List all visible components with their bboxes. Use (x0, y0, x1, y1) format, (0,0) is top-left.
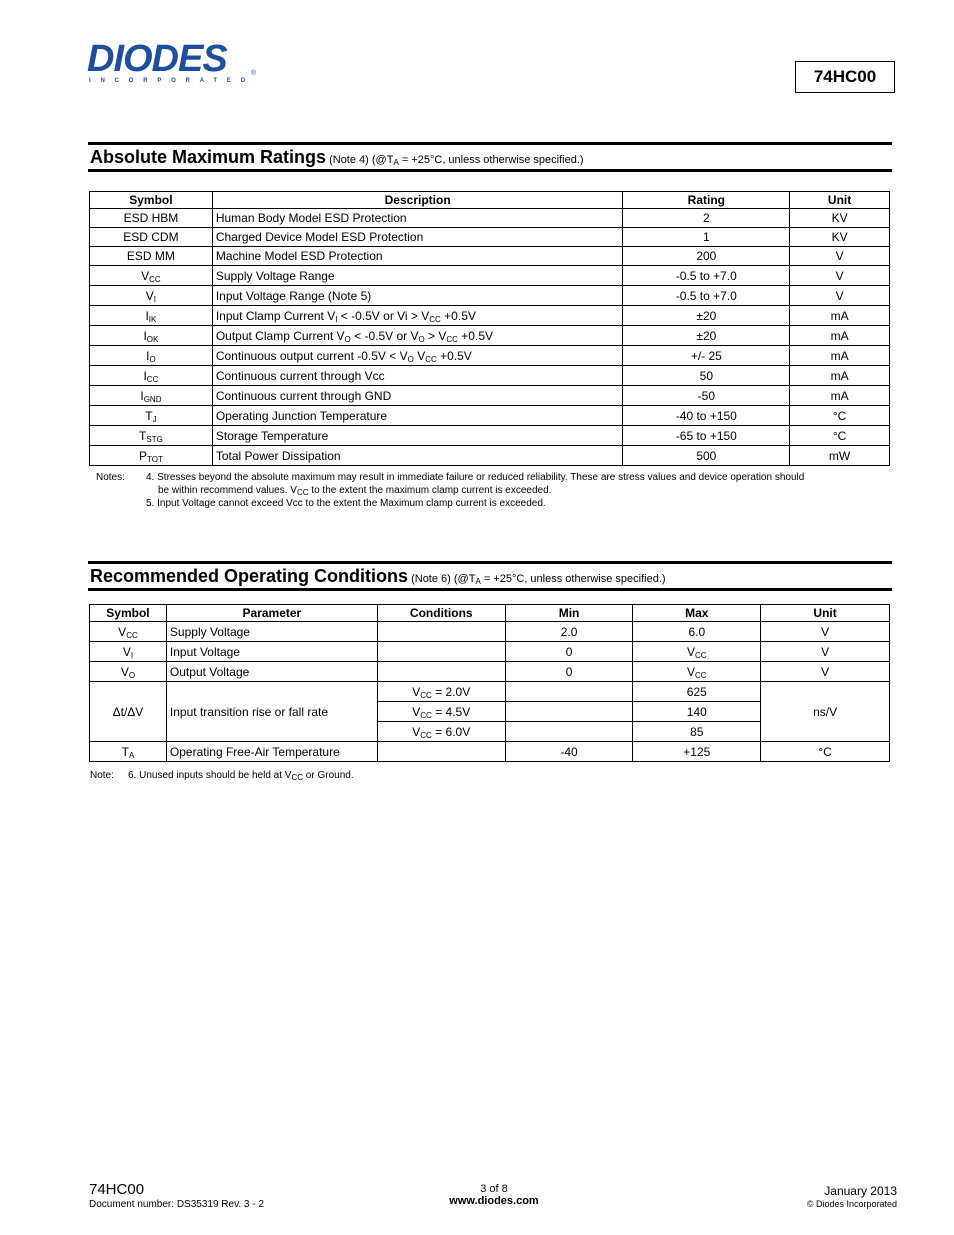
amr-unit: mA (790, 346, 890, 366)
amr-symbol: $I_{CC}$ (90, 366, 213, 386)
amr-col-unit: Unit (790, 192, 890, 209)
diodes-logo (87, 38, 257, 88)
roc-conditions (377, 642, 505, 662)
roc-col-unit: Unit (761, 605, 890, 622)
amr-unit: V (790, 247, 890, 266)
roc-unit: ns/V (761, 682, 890, 742)
table-row (90, 742, 890, 762)
roc-min (505, 722, 633, 742)
logo-registered-mark: ® (251, 70, 257, 77)
amr-table (89, 191, 890, 466)
amr-rating: -0.5 to +7.0 (623, 286, 790, 306)
amr-symbol: $V_I$ (90, 286, 213, 306)
table-row (90, 326, 890, 346)
amr-rating: -65 to +150 (623, 426, 790, 446)
roc-max: +125 (633, 742, 761, 762)
amr-unit: V (790, 266, 890, 286)
table-row (90, 209, 890, 228)
roc-unit: V (761, 622, 890, 642)
roc-col-min: Min (505, 605, 633, 622)
amr-rating: ±20 (623, 326, 790, 346)
roc-condition-1: $V_{CC} = 2.0V$ (377, 682, 505, 702)
amr-unit: °C (790, 406, 890, 426)
amr-col-rating: Rating (623, 192, 790, 209)
note-4: 4. Stresses beyond the absolute maximum may result in immediate failure or reduced reliability. These are stress values and device operation should (146, 472, 805, 483)
roc-param: Input Voltage (166, 642, 377, 662)
amr-symbol: ESD MM (90, 247, 213, 266)
roc-col-symbol: Symbol (90, 605, 167, 622)
table-row (90, 286, 890, 306)
roc-conditions-note: (Note 6) ($@T_A = +25^\circ C$, unless otherwise specified.) (408, 573, 666, 586)
roc-max: 625 (633, 682, 761, 702)
amr-title: Absolute Maximum Ratings (90, 147, 327, 167)
roc-max: 140 (633, 702, 761, 722)
note-6: 6. Unused inputs should be held at $V_{CC}$ or Ground. (128, 770, 354, 782)
table-row (90, 366, 890, 386)
table-row (90, 642, 890, 662)
table-row (90, 386, 890, 406)
table-row (90, 426, 890, 446)
footer-part-number: 74HC00 (89, 1181, 145, 1198)
roc-title: Recommended Operating Conditions (90, 566, 409, 586)
note-label: Note: (90, 770, 114, 781)
amr-unit: KV (790, 209, 890, 228)
table-row (90, 228, 890, 247)
amr-unit: V (790, 286, 890, 306)
table-row (90, 446, 890, 466)
amr-rating: 200 (623, 247, 790, 266)
roc-min (505, 702, 633, 722)
amr-col-symbol: Symbol (90, 192, 213, 209)
roc-col-max: Max (633, 605, 761, 622)
page-number: 3 of 8 (480, 1183, 508, 1195)
roc-max: 85 (633, 722, 761, 742)
roc-section-header (88, 561, 892, 591)
note-5: 5. Input Voltage cannot exceed Vcc to the extent the Maximum clamp current is exceeded. (146, 498, 546, 509)
footer-document-number: Document number: DS35319 Rev. 3 - 2 (89, 1199, 264, 1210)
roc-table (89, 604, 890, 762)
amr-rating: 50 (623, 366, 790, 386)
amr-description: Machine Model ESD Protection (212, 247, 623, 266)
amr-unit: mA (790, 386, 890, 406)
amr-unit: mA (790, 306, 890, 326)
amr-description: Supply Voltage Range (212, 266, 623, 286)
amr-conditions-note: (Note 4) ($@T_A = +25^\circ C$, unless otherwise specified.) (326, 154, 584, 167)
table-row (90, 247, 890, 266)
table-row (90, 682, 890, 702)
roc-max: $V_{CC}$ (633, 662, 761, 682)
amr-symbol: $I_O$ (90, 346, 213, 366)
roc-min (505, 682, 633, 702)
roc-max: $V_{CC}$ (633, 642, 761, 662)
table-row (90, 266, 890, 286)
amr-description: Human Body Model ESD Protection (212, 209, 623, 228)
roc-symbol-vi: $V_I$ (90, 642, 167, 662)
amr-description: Operating Junction Temperature (212, 406, 623, 426)
amr-unit: °C (790, 426, 890, 446)
roc-unit: V (761, 662, 890, 682)
table-row (90, 346, 890, 366)
roc-param: Operating Free-Air Temperature (166, 742, 377, 762)
amr-symbol: $P_{TOT}$ (90, 446, 213, 466)
note-4-continued: be within recommend values. $V_{CC}$ to the extent the maximum clamp current is exceeded. (158, 485, 552, 497)
roc-col-conditions: Conditions (377, 605, 505, 622)
roc-max: 6.0 (633, 622, 761, 642)
roc-condition-2: $V_{CC} = 4.5V$ (377, 702, 505, 722)
amr-description: Continuous current through GND (212, 386, 623, 406)
logo-incorporated: INCORPORATED (89, 78, 255, 84)
amr-symbol: $I_{IK}$ (90, 306, 213, 326)
roc-param: Supply Voltage (166, 622, 377, 642)
amr-description: Output Clamp Current $V_O < -0.5V$ or $V_O > V_{CC} +0.5V$ (212, 326, 623, 346)
amr-rating: 500 (623, 446, 790, 466)
amr-symbol: $T_J$ (90, 406, 213, 426)
roc-unit: V (761, 642, 890, 662)
amr-description: Storage Temperature (212, 426, 623, 446)
roc-header-row (90, 605, 890, 622)
roc-condition-3: $V_{CC} = 6.0V$ (377, 722, 505, 742)
footer-right (807, 1184, 897, 1209)
amr-symbol: $I_{OK}$ (90, 326, 213, 346)
amr-rating: ±20 (623, 306, 790, 326)
roc-param: Output Voltage (166, 662, 377, 682)
roc-symbol-vcc: $V_{CC}$ (90, 622, 167, 642)
amr-header-row (90, 192, 890, 209)
table-row (90, 662, 890, 682)
roc-col-parameter: Parameter (166, 605, 377, 622)
website-link[interactable]: www.diodes.com (449, 1195, 539, 1207)
amr-description: Continuous output current $-0.5V < V_O$ $V_{CC} +0.5V$ (212, 346, 623, 366)
footer-left (89, 1181, 264, 1210)
amr-symbol: $T_{STG}$ (90, 426, 213, 446)
amr-section-header (88, 142, 892, 172)
amr-unit: mW (790, 446, 890, 466)
amr-rating: -0.5 to +7.0 (623, 266, 790, 286)
amr-symbol: ESD CDM (90, 228, 213, 247)
roc-conditions (377, 622, 505, 642)
amr-symbol: $I_{GND}$ (90, 386, 213, 406)
amr-symbol: ESD HBM (90, 209, 213, 228)
amr-description: Charged Device Model ESD Protection (212, 228, 623, 247)
amr-rating: +/- 25 (623, 346, 790, 366)
roc-symbol-ta: $T_A$ (90, 742, 167, 762)
part-number-box: 74HC00 (795, 61, 895, 93)
roc-unit: °C (761, 742, 890, 762)
roc-min: -40 (505, 742, 633, 762)
roc-symbol-dtdv: Δt/ΔV (90, 682, 167, 742)
table-row (90, 406, 890, 426)
footer-center (394, 1183, 594, 1207)
amr-rating: 1 (623, 228, 790, 247)
amr-description: Continuous current through Vcc (212, 366, 623, 386)
amr-symbol: $V_{CC}$ (90, 266, 213, 286)
notes-label: Notes: (96, 472, 125, 483)
amr-unit: mA (790, 326, 890, 346)
roc-param: Input transition rise or fall rate (166, 682, 377, 742)
table-row (90, 622, 890, 642)
roc-min: 0 (505, 642, 633, 662)
amr-col-description: Description (212, 192, 623, 209)
roc-symbol-vo: $V_O$ (90, 662, 167, 682)
amr-description: Total Power Dissipation (212, 446, 623, 466)
roc-min: 0 (505, 662, 633, 682)
roc-min: 2.0 (505, 622, 633, 642)
roc-conditions (377, 662, 505, 682)
amr-rating: -50 (623, 386, 790, 406)
amr-unit: mA (790, 366, 890, 386)
amr-rating: -40 to +150 (623, 406, 790, 426)
roc-conditions (377, 742, 505, 762)
footer-date: January 2013 (824, 1184, 897, 1198)
logo-wordmark: DIODES (87, 38, 227, 80)
amr-notes (96, 471, 804, 510)
footer-copyright: © Diodes Incorporated (806, 1199, 897, 1209)
roc-notes (90, 769, 354, 782)
amr-rating: 2 (623, 209, 790, 228)
amr-unit: KV (790, 228, 890, 247)
amr-description: Input Voltage Range (Note 5) (212, 286, 623, 306)
table-row (90, 306, 890, 326)
amr-description: Input Clamp Current $V_I < -0.5V$ or $Vi > V_{CC} +0.5V$ (212, 306, 623, 326)
